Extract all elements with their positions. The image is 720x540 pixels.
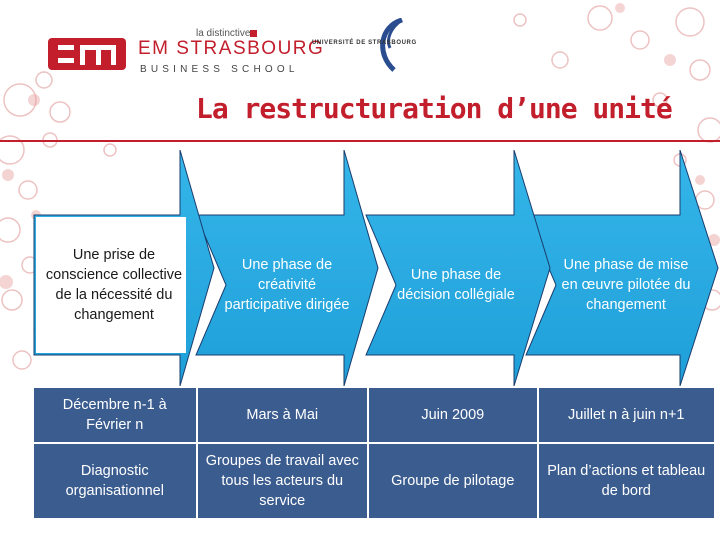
em-strasbourg-logo (48, 28, 325, 78)
tools-cell: Diagnostic organisationnel (34, 444, 196, 518)
tools-cell: Groupe de pilotage (369, 444, 537, 518)
timeline-cell: Juillet n à juin n+1 (539, 388, 714, 442)
tools-row (34, 444, 714, 518)
timeline-cell: Juin 2009 (369, 388, 537, 442)
phase-2-label: Une phase de créativité participative dirigée (224, 257, 350, 313)
logo-brand: EM STRASBOURG (138, 38, 325, 59)
tools-cell: Plan d’actions et tableau de bord (539, 444, 714, 518)
title-divider (0, 140, 720, 142)
timeline-cell: Décembre n-1 à Février n (34, 388, 196, 442)
em-logo-icon (48, 34, 128, 74)
university-name: UNIVERSITÉ DE STRASBOURG (312, 40, 417, 46)
phase-3-label: Une phase de décision collégiale (397, 267, 515, 303)
tools-cell: Groupes de travail avec tous les acteurs du service (198, 444, 368, 518)
slide-title: La restructuration d’une unité (196, 92, 672, 125)
logo-school: BUSINESS SCHOOL (140, 64, 299, 75)
timeline-row (34, 388, 714, 442)
universite-strasbourg-logo (312, 18, 442, 72)
tagline-square-icon (250, 30, 257, 37)
logo-tagline: la distinctive (196, 28, 251, 39)
phase-4-label: Une phase de mise en œuvre pilotée du changement (561, 257, 691, 313)
timeline-cell: Mars à Mai (198, 388, 368, 442)
phase-1-label: Une prise de conscience collective de la nécessité du changement (45, 247, 183, 323)
